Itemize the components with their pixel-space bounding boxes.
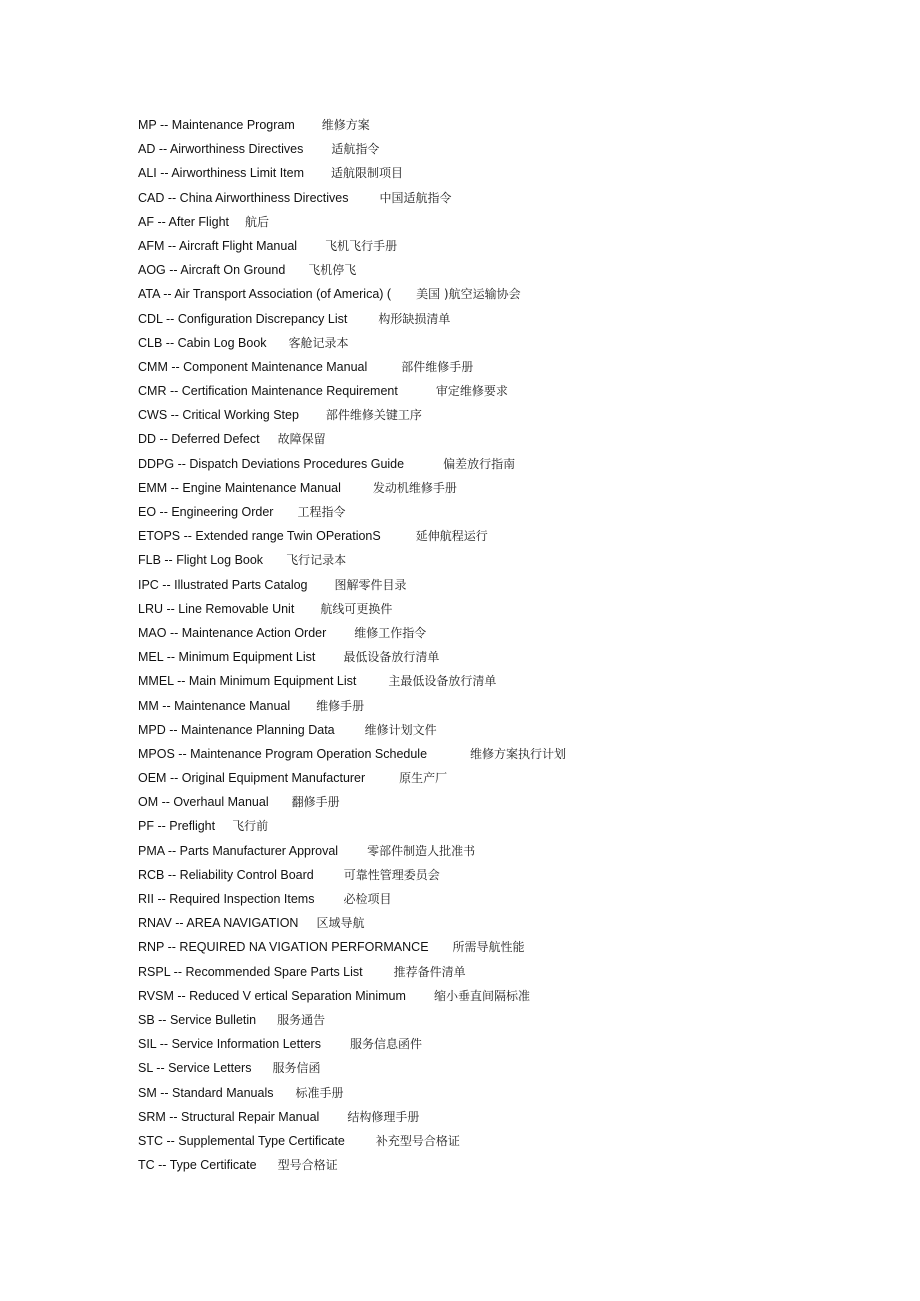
term-chinese: 服务信息函件 bbox=[349, 1037, 422, 1052]
term-chinese: 结构修理手册 bbox=[347, 1109, 420, 1124]
term-english: MAO -- Maintenance Action Order bbox=[138, 625, 327, 640]
glossary-row bbox=[138, 576, 838, 600]
term-english: RCB -- Reliability Control Board bbox=[138, 867, 314, 882]
term-english: TC -- Type Certificate bbox=[138, 1158, 257, 1173]
term-english: EO -- Engineering Order bbox=[138, 505, 274, 519]
glossary-row bbox=[138, 1132, 838, 1156]
glossary-row bbox=[138, 793, 838, 817]
glossary-row bbox=[138, 455, 838, 479]
term-english: FLB -- Flight Log Book bbox=[138, 553, 264, 568]
term-english: MP -- Maintenance Program bbox=[138, 118, 295, 132]
glossary-row bbox=[138, 503, 838, 527]
glossary-row bbox=[138, 1035, 838, 1059]
term-english: MMEL -- Main Minimum Equipment List bbox=[138, 674, 357, 689]
term-english: ALI -- Airworthiness Limit Item bbox=[138, 166, 305, 181]
term-english: SIL -- Service Information Letters bbox=[138, 1037, 321, 1052]
term-english: AOG -- Aircraft On Ground bbox=[138, 263, 286, 278]
term-english: MM -- Maintenance Manual bbox=[138, 698, 291, 713]
glossary-row bbox=[138, 1059, 838, 1083]
term-chinese: 最低设备放行清单 bbox=[343, 650, 440, 665]
term-english: EMM -- Engine Maintenance Manual bbox=[138, 480, 341, 495]
glossary-row bbox=[138, 1011, 838, 1035]
term-chinese: 维修方案执行计划 bbox=[470, 746, 567, 761]
glossary-row bbox=[138, 189, 838, 213]
glossary-row bbox=[138, 600, 838, 624]
glossary-row bbox=[138, 890, 838, 914]
term-chinese: 工程指令 bbox=[297, 505, 346, 519]
glossary-row bbox=[138, 938, 838, 962]
term-chinese: 部件维修关键工序 bbox=[325, 408, 422, 423]
glossary-row bbox=[138, 987, 838, 1011]
term-chinese: 必检项目 bbox=[343, 892, 392, 906]
glossary-row bbox=[138, 1108, 838, 1132]
term-chinese: 故障保留 bbox=[277, 432, 326, 447]
term-chinese: 区域导航 bbox=[316, 916, 365, 931]
term-english: RNAV -- AREA NAVIGATION bbox=[138, 916, 299, 931]
term-english: RVSM -- Reduced V ertical Separation Minimum bbox=[138, 988, 406, 1003]
glossary-row bbox=[138, 721, 838, 745]
term-chinese: 服务信函 bbox=[272, 1061, 321, 1076]
term-english: RNP -- REQUIRED NA VIGATION PERFORMANCE bbox=[138, 940, 429, 955]
term-chinese: 主最低设备放行清单 bbox=[388, 674, 497, 689]
term-english: CMM -- Component Maintenance Manual bbox=[138, 359, 368, 374]
glossary-row bbox=[138, 382, 838, 406]
term-chinese: 延伸航程运行 bbox=[415, 529, 488, 544]
term-english: DDPG -- Dispatch Deviations Procedures Guide bbox=[138, 456, 405, 471]
term-chinese: 维修计划文件 bbox=[364, 722, 437, 737]
glossary-row bbox=[138, 745, 838, 769]
term-english: AD -- Airworthiness Directives bbox=[138, 142, 304, 157]
term-chinese: 原生产厂 bbox=[399, 771, 448, 786]
term-english: SRM -- Structural Repair Manual bbox=[138, 1109, 320, 1124]
term-english: RII -- Required Inspection Items bbox=[138, 892, 315, 906]
glossary-row bbox=[138, 406, 838, 430]
term-english: IPC -- Illustrated Parts Catalog bbox=[138, 577, 308, 592]
glossary-row bbox=[138, 164, 838, 188]
glossary-row bbox=[138, 697, 838, 721]
term-chinese: 飞机飞行手册 bbox=[325, 238, 398, 253]
term-english: SM -- Standard Manuals bbox=[138, 1085, 274, 1100]
term-chinese: 补充型号合格证 bbox=[375, 1133, 460, 1148]
term-english: MEL -- Minimum Equipment List bbox=[138, 650, 316, 665]
term-chinese: 飞行记录本 bbox=[286, 553, 347, 568]
glossary-row bbox=[138, 430, 838, 454]
term-chinese: 航后 bbox=[245, 214, 270, 229]
glossary-row bbox=[138, 963, 838, 987]
term-chinese: 可靠性管理委员会 bbox=[343, 867, 440, 882]
term-english: CDL -- Configuration Discrepancy List bbox=[138, 311, 348, 326]
glossary-row bbox=[138, 261, 838, 285]
term-chinese: 美国 )航空运输协会 bbox=[416, 287, 521, 302]
term-chinese: 适航限制项目 bbox=[331, 166, 404, 181]
term-english: AFM -- Aircraft Flight Manual bbox=[138, 238, 298, 253]
term-chinese: 审定维修要求 bbox=[435, 384, 508, 399]
term-english: OM -- Overhaul Manual bbox=[138, 795, 269, 810]
glossary-row bbox=[138, 866, 838, 890]
term-chinese: 翻修手册 bbox=[291, 795, 340, 810]
term-english: RSPL -- Recommended Spare Parts List bbox=[138, 964, 363, 979]
glossary-row bbox=[138, 527, 838, 551]
term-english: MPOS -- Maintenance Program Operation Schedule bbox=[138, 746, 428, 761]
term-chinese: 飞行前 bbox=[232, 819, 269, 834]
glossary-row bbox=[138, 1156, 838, 1180]
term-english: DD -- Deferred Defect bbox=[138, 432, 260, 447]
term-chinese: 发动机维修手册 bbox=[372, 480, 457, 495]
term-chinese: 图解零件目录 bbox=[334, 577, 407, 592]
term-chinese: 客舱记录本 bbox=[288, 335, 349, 350]
glossary-row bbox=[138, 769, 838, 793]
term-chinese: 部件维修手册 bbox=[401, 359, 474, 374]
term-chinese: 偏差放行指南 bbox=[443, 456, 516, 471]
term-english: OEM -- Original Equipment Manufacturer bbox=[138, 771, 366, 786]
term-english: MPD -- Maintenance Planning Data bbox=[138, 722, 335, 737]
glossary-row bbox=[138, 479, 838, 503]
term-english: SB -- Service Bulletin bbox=[138, 1012, 257, 1027]
term-english: AF -- After Flight bbox=[138, 214, 229, 229]
term-chinese: 缩小垂直间隔标准 bbox=[433, 988, 530, 1003]
glossary-row bbox=[138, 842, 838, 866]
glossary-row bbox=[138, 213, 838, 237]
term-chinese: 标准手册 bbox=[295, 1085, 344, 1100]
term-chinese: 服务通告 bbox=[277, 1012, 326, 1027]
term-english: CMR -- Certification Maintenance Requirement bbox=[138, 384, 398, 399]
term-english: SL -- Service Letters bbox=[138, 1061, 252, 1076]
term-english: CAD -- China Airworthiness Directives bbox=[138, 190, 349, 205]
term-chinese: 飞机停飞 bbox=[308, 263, 357, 278]
term-chinese: 中国适航指令 bbox=[379, 190, 452, 205]
term-chinese: 维修方案 bbox=[321, 118, 370, 132]
abbreviation-glossary bbox=[138, 116, 838, 1180]
glossary-row bbox=[138, 648, 838, 672]
glossary-row bbox=[138, 358, 838, 382]
term-english: LRU -- Line Removable Unit bbox=[138, 601, 295, 616]
term-english: CLB -- Cabin Log Book bbox=[138, 335, 267, 350]
glossary-row bbox=[138, 1084, 838, 1108]
term-chinese: 维修手册 bbox=[316, 698, 365, 713]
glossary-row bbox=[138, 310, 838, 334]
term-chinese: 构形缺损清单 bbox=[378, 311, 451, 326]
term-english: PF -- Preflight bbox=[138, 819, 216, 834]
term-english: ATA -- Air Transport Association (of America) ( bbox=[138, 287, 392, 302]
glossary-row bbox=[138, 914, 838, 938]
glossary-row bbox=[138, 116, 838, 140]
glossary-row bbox=[138, 817, 838, 841]
glossary-row bbox=[138, 672, 838, 696]
term-english: PMA -- Parts Manufacturer Approval bbox=[138, 843, 339, 858]
term-english: CWS -- Critical Working Step bbox=[138, 408, 299, 423]
glossary-row bbox=[138, 140, 838, 164]
glossary-row bbox=[138, 624, 838, 648]
term-chinese: 维修工作指令 bbox=[354, 625, 427, 640]
term-chinese: 零部件制造人批准书 bbox=[367, 843, 476, 858]
term-chinese: 推荐备件清单 bbox=[393, 964, 466, 979]
glossary-row bbox=[138, 551, 838, 575]
term-chinese: 型号合格证 bbox=[277, 1158, 338, 1173]
term-english: ETOPS -- Extended range Twin OPerationS bbox=[138, 529, 381, 544]
term-chinese: 所需导航性能 bbox=[452, 940, 525, 955]
term-chinese: 适航指令 bbox=[331, 142, 380, 157]
term-english: STC -- Supplemental Type Certificate bbox=[138, 1133, 345, 1148]
glossary-row bbox=[138, 285, 838, 309]
glossary-row bbox=[138, 237, 838, 261]
glossary-row bbox=[138, 334, 838, 358]
term-chinese: 航线可更换件 bbox=[320, 601, 393, 616]
